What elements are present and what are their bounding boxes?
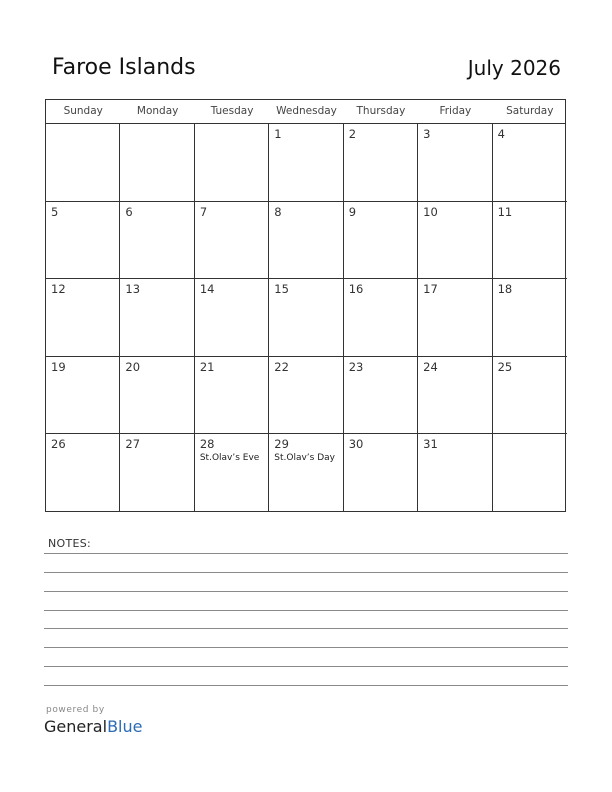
day-cell xyxy=(195,124,269,202)
notes-line xyxy=(44,591,568,592)
notes-line xyxy=(44,628,568,629)
day-cell xyxy=(493,357,567,435)
day-cell xyxy=(46,279,120,357)
day-number: 2 xyxy=(348,127,357,141)
logo-blue-text: Blue xyxy=(107,717,143,736)
day-cell xyxy=(195,202,269,280)
day-number: 5 xyxy=(51,204,59,219)
weekday-header-tuesday: Tuesday xyxy=(210,105,254,117)
day-number: 21 xyxy=(199,359,215,374)
day-cell xyxy=(493,124,567,202)
day-number: 9 xyxy=(348,204,357,219)
day-number: 10 xyxy=(423,204,438,219)
logo-general-text: General xyxy=(44,717,108,736)
calendar-grid xyxy=(45,99,566,512)
day-number: 15 xyxy=(274,282,289,297)
day-cell xyxy=(120,357,194,435)
day-cell xyxy=(120,279,194,357)
day-cell xyxy=(120,434,194,512)
weekday-header-wednesday: Wednesday xyxy=(276,105,337,117)
day-number: 16 xyxy=(348,282,364,297)
day-cell xyxy=(46,357,120,435)
powered-by-text: powered by xyxy=(46,705,105,715)
notes-line xyxy=(44,666,568,667)
day-cell xyxy=(344,124,418,202)
day-number: 24 xyxy=(423,359,438,374)
day-cell xyxy=(46,124,120,202)
day-cell xyxy=(46,434,120,512)
day-number: 27 xyxy=(125,437,141,452)
day-number: 30 xyxy=(348,437,364,452)
holiday-label: St.Olav’s Eve xyxy=(199,453,260,464)
day-number: 7 xyxy=(199,204,208,219)
day-cell xyxy=(493,279,567,357)
day-number: 6 xyxy=(125,204,133,219)
day-cell xyxy=(344,357,418,435)
day-cell xyxy=(120,202,194,280)
weekday-header-row xyxy=(46,100,565,124)
day-number: 14 xyxy=(199,282,215,297)
day-number: 4 xyxy=(497,127,505,141)
day-cell xyxy=(344,434,418,512)
day-cell xyxy=(195,279,269,357)
weekday-header-sunday: Sunday xyxy=(63,105,103,117)
day-number: 25 xyxy=(497,359,513,374)
day-number: 13 xyxy=(125,282,141,297)
day-number: 20 xyxy=(125,359,141,374)
day-number: 17 xyxy=(423,282,438,297)
day-cell xyxy=(418,357,492,435)
day-cell xyxy=(269,434,343,512)
day-number: 23 xyxy=(348,359,364,374)
day-number: 22 xyxy=(274,359,289,374)
day-cell xyxy=(120,124,194,202)
day-cell xyxy=(195,357,269,435)
notes-label: NOTES: xyxy=(48,537,92,550)
day-number: 19 xyxy=(51,359,66,374)
day-number: 29 xyxy=(274,437,289,452)
notes-line xyxy=(44,610,568,611)
day-cell xyxy=(269,279,343,357)
generalblue-logo xyxy=(44,717,142,736)
day-cell xyxy=(46,202,120,280)
day-number: 12 xyxy=(51,282,66,297)
calendar-country-title: Faroe Islands xyxy=(52,55,196,80)
day-number: 8 xyxy=(274,204,282,219)
day-cell xyxy=(493,434,567,512)
day-cell xyxy=(418,434,492,512)
day-number: 31 xyxy=(423,437,438,452)
day-number: 1 xyxy=(274,127,282,141)
day-number: 18 xyxy=(497,282,513,297)
day-number: 26 xyxy=(51,437,66,452)
day-cell xyxy=(493,202,567,280)
day-cell xyxy=(344,279,418,357)
day-cell xyxy=(195,434,269,512)
weekday-header-saturday: Saturday xyxy=(506,105,554,117)
calendar-month-title: July 2026 xyxy=(467,56,561,80)
day-cell xyxy=(269,124,343,202)
day-cell xyxy=(418,202,492,280)
day-number: 3 xyxy=(423,127,431,141)
day-cell xyxy=(269,357,343,435)
day-cell xyxy=(418,124,492,202)
day-number: 11 xyxy=(497,204,513,219)
day-cell xyxy=(344,202,418,280)
notes-line xyxy=(44,647,568,648)
weekday-header-monday: Monday xyxy=(136,105,179,117)
day-number: 28 xyxy=(199,437,215,452)
notes-line xyxy=(44,553,568,554)
notes-line xyxy=(44,572,568,573)
weekday-header-friday: Friday xyxy=(439,105,472,117)
day-cell xyxy=(418,279,492,357)
day-cell xyxy=(269,202,343,280)
holiday-label: St.Olav’s Day xyxy=(274,453,335,464)
weekday-header-thursday: Thursday xyxy=(356,105,406,117)
notes-line xyxy=(44,685,568,686)
